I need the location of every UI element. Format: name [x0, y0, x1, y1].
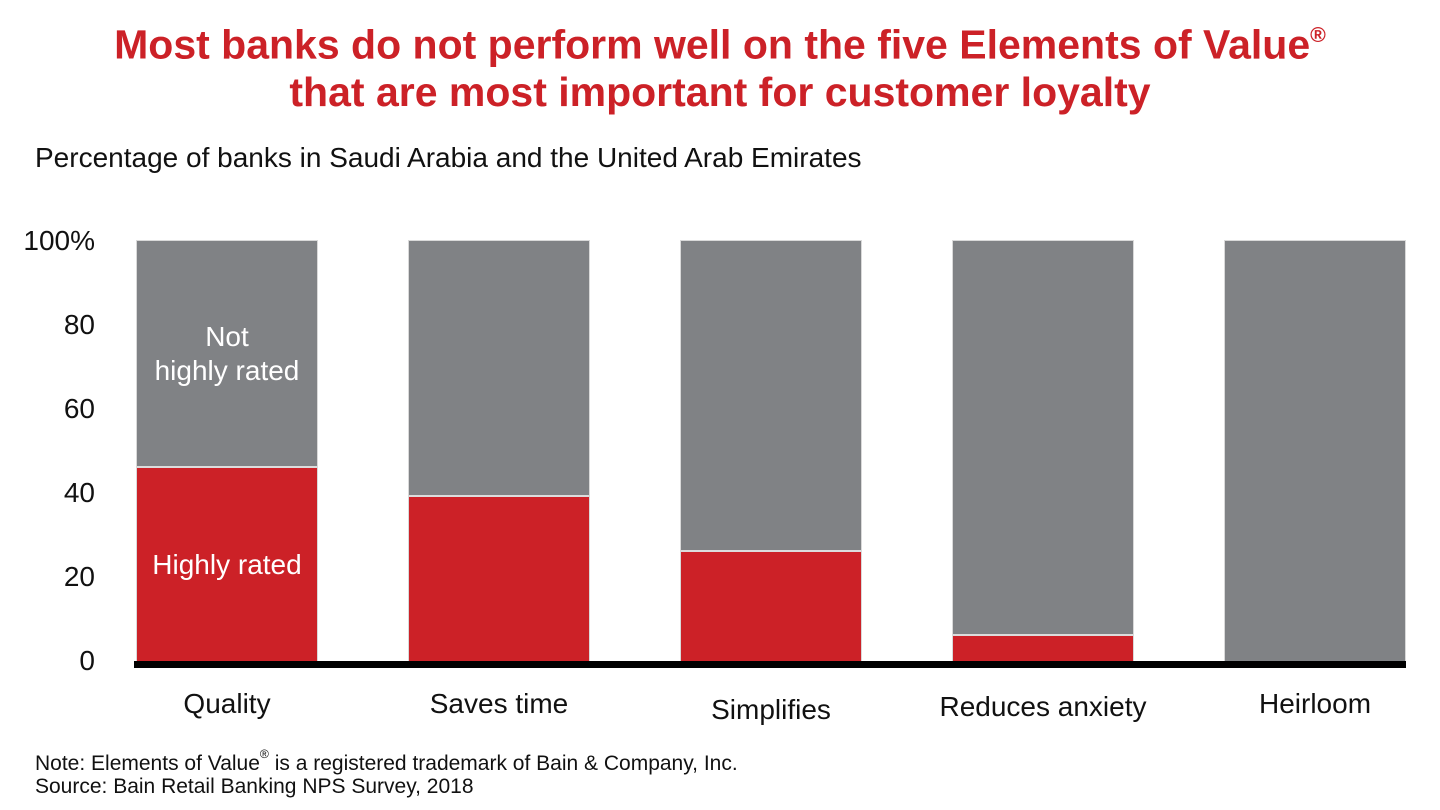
stacked-bar-heirloom — [1225, 241, 1405, 661]
x-axis-label-simplifies: Simplifies — [711, 694, 831, 725]
bar-segment-highly-rated — [953, 636, 1133, 661]
bar-segment-not-highly-rated — [409, 241, 589, 495]
y-axis-tick-label: 60 — [63, 393, 95, 424]
registered-trademark-symbol: ® — [259, 746, 269, 761]
chart-title-line2: that are most important for customer loyalty — [289, 68, 1151, 115]
bar-segment-not-highly-rated — [137, 241, 317, 466]
chart-subtitle: Percentage of banks in Saudi Arabia and the United Arab Emirates — [35, 142, 862, 173]
note-prefix: Note: Elements of Value — [35, 752, 260, 775]
note-suffix: is a registered trademark of Bain & Company, Inc. — [268, 752, 738, 775]
bar-segment-not-highly-rated — [953, 241, 1133, 634]
source-line: Source: Bain Retail Banking NPS Survey, 2018 — [35, 775, 474, 798]
y-axis-tick-label: 80 — [63, 309, 95, 340]
stacked-bar-simplifies — [681, 241, 861, 661]
stacked-bar-quality — [137, 241, 317, 661]
series-label-highly-rated: Highly rated — [152, 548, 302, 580]
bar-segment-not-highly-rated — [681, 241, 861, 550]
y-axis-tick-label: 20 — [63, 561, 95, 592]
x-axis-label-saves-time: Saves time — [429, 688, 569, 719]
x-axis-label-heirloom: Heirloom — [1258, 688, 1372, 719]
stacked-bar-saves-time — [409, 241, 589, 661]
chart-title — [0, 14, 1440, 116]
series-label-not-highly-rated — [155, 320, 300, 388]
bar-segment-highly-rated — [409, 497, 589, 661]
series-label-line: highly rated — [154, 354, 300, 386]
bar-segment-not-highly-rated — [1225, 241, 1405, 661]
y-axis-tick-label: 40 — [63, 477, 95, 508]
x-axis-label-reduces-anxiety: Reduces anxiety — [939, 691, 1147, 722]
bar-segment-highly-rated — [137, 468, 317, 661]
y-axis-tick-label: 0 — [79, 645, 95, 676]
chart-title-line1: Most banks do not perform well on the five Elements of Value — [114, 21, 1311, 68]
series-label-line: Not — [205, 320, 249, 352]
x-axis-baseline — [134, 661, 1406, 668]
x-axis-label-quality: Quality — [183, 688, 271, 719]
stacked-bar-reduces-anxiety — [953, 241, 1133, 661]
note-line — [35, 745, 738, 777]
bar-segment-highly-rated — [681, 552, 861, 661]
registered-trademark-symbol: ® — [1310, 22, 1326, 47]
y-axis-tick-label: 100% — [23, 225, 95, 256]
